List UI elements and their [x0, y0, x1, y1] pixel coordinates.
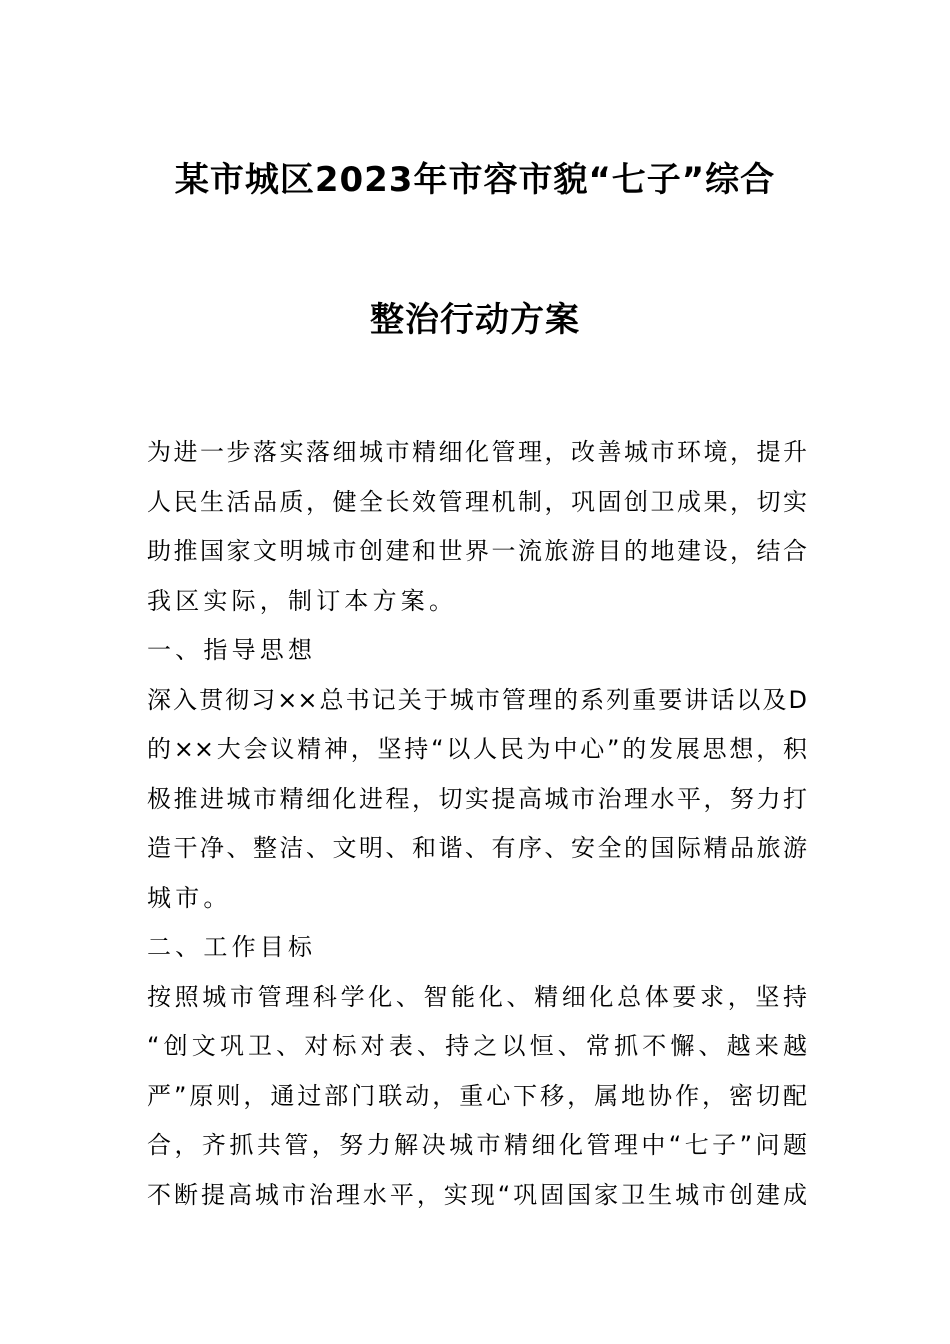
body-line: “创文巩卫、对标对表、持之以恒、常抓不懈、越来越: [147, 1032, 807, 1060]
document-title-line-1: 某市城区2023年市容市貌“七子”综合: [174, 160, 776, 200]
body-line: 严”原则，通过部门联动，重心下移，属地协作，密切配: [147, 1081, 807, 1110]
section-heading-guiding-ideology: 一、指导思想: [147, 636, 317, 664]
body-line: 合，齐抓共管，努力解决城市精细化管理中“七子”问题: [147, 1131, 807, 1159]
section-heading-work-goals: 二、工作目标: [147, 933, 317, 961]
body-line: 为进一步落实落细城市精细化管理，改善城市环境，提升: [147, 438, 807, 466]
body-line: 的××大会议精神，坚持“以人民为中心”的发展思想，积: [147, 735, 807, 763]
body-line: 造干净、整洁、文明、和谐、有序、安全的国际精品旅游: [147, 834, 807, 862]
body-line: 按照城市管理科学化、智能化、精细化总体要求，坚持: [147, 982, 807, 1011]
document-body: [147, 428, 807, 1220]
body-line: 我区实际，制订本方案。: [147, 586, 458, 615]
body-line: 城市。: [147, 883, 232, 912]
body-line: 深入贯彻习××总书记关于城市管理的系列重要讲话以及D: [147, 685, 807, 714]
body-line: 人民生活品质，健全长效管理机制，巩固创卫成果，切实: [147, 487, 807, 516]
body-line: 助推国家文明城市创建和世界一流旅游目的地建设，结合: [147, 537, 807, 565]
document-title-line-2: 整治行动方案: [370, 300, 580, 340]
body-line: 极推进城市精细化进程，切实提高城市治理水平，努力打: [147, 784, 807, 813]
body-line: 不断提高城市治理水平，实现“巩固国家卫生城市创建成: [147, 1180, 807, 1209]
